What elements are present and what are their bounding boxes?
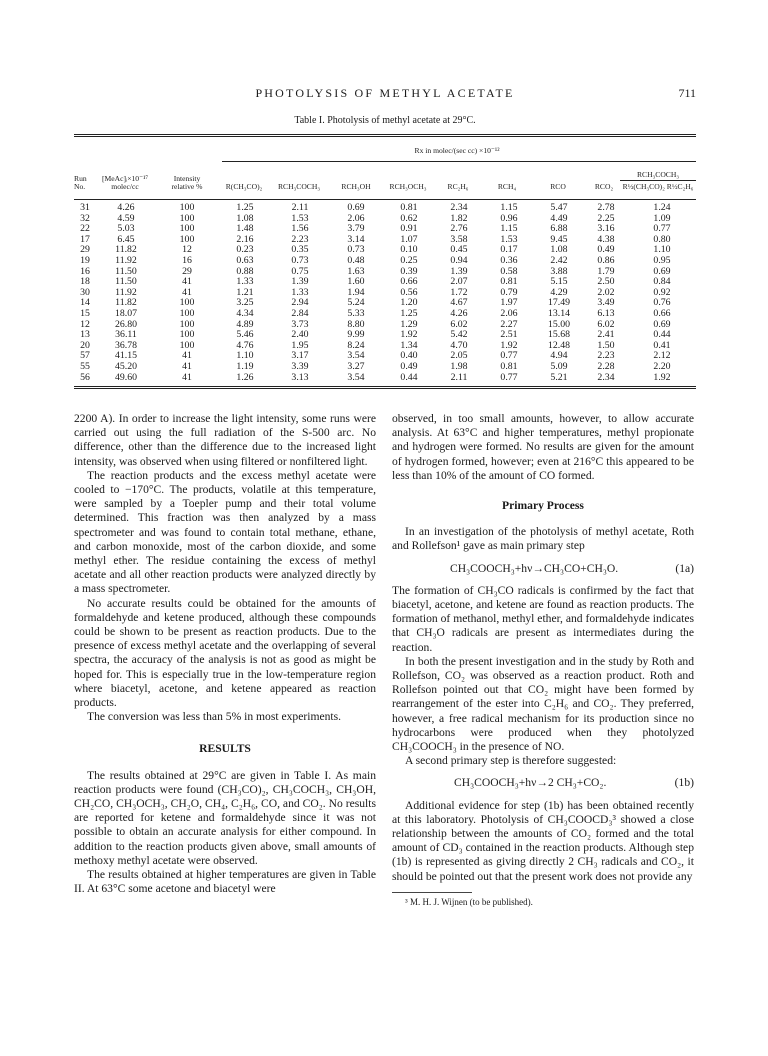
table-cell: 32	[80, 212, 90, 224]
table-cell: 2.78	[597, 202, 615, 213]
table-cell: 1.08	[236, 212, 254, 224]
table-cell: 2.34	[450, 202, 468, 213]
equation-text: CH₃COOCH₃+hν→CH₃CO+CH₃O.	[450, 561, 619, 575]
table-cell: 29	[80, 244, 90, 256]
table-cell: 14	[80, 297, 90, 309]
table-cell: 4.59	[117, 212, 135, 224]
table-cell: 1.29	[400, 318, 418, 330]
table-cell: 1.33	[236, 276, 254, 288]
paragraph: A second primary step is therefore suggested:	[405, 754, 617, 768]
table-cell: 41	[182, 371, 192, 383]
table-cell: 0.69	[347, 202, 365, 213]
table-cell: 11.92	[115, 254, 137, 266]
table-row	[74, 200, 696, 214]
table-cell: 5.15	[550, 276, 568, 288]
table-cell: 1.20	[400, 297, 418, 309]
table-cell: 41.15	[114, 350, 138, 362]
table-cell: 6.13	[597, 307, 615, 319]
table-cell: 0.63	[236, 254, 254, 266]
table-cell: 56	[80, 371, 90, 383]
table-cell: 1.72	[450, 286, 468, 298]
table-cell: 5.21	[550, 371, 568, 383]
table-cell: 8.80	[347, 318, 365, 330]
head-r-c2h4: RC₂H₆	[447, 182, 469, 191]
table-cell: 0.49	[400, 360, 418, 372]
table-cell: 2.11	[291, 202, 309, 213]
table-cell: 0.69	[653, 318, 671, 330]
table-cell: 18	[80, 276, 90, 288]
table-cell: 17.49	[547, 297, 571, 309]
equation-label: (1b)	[674, 776, 694, 790]
table-cell: 11.92	[115, 286, 137, 298]
units-bar	[222, 161, 696, 162]
table-cell: 2.02	[597, 286, 615, 298]
table-cell: 100	[179, 212, 195, 224]
table-caption: Table I. Photolysis of methyl acetate at 29°C.	[294, 115, 476, 126]
table-cell: 0.94	[450, 254, 468, 266]
equation-text: CH₃COOCH₃+hν→2 CH₃+CO₂.	[454, 776, 607, 790]
table-cell: 2.28	[597, 360, 615, 372]
table-cell: 1.56	[291, 223, 309, 235]
table-cell: 30	[80, 286, 90, 298]
table-cell: 2.06	[500, 307, 518, 319]
table-cell: 4.67	[450, 297, 468, 309]
table-cell: 1.15	[500, 223, 518, 235]
table-cell: 100	[179, 223, 195, 235]
table-cell: 1.94	[347, 286, 365, 298]
table-cell: 13.14	[547, 307, 571, 319]
table-cell: 15	[80, 307, 90, 319]
paragraph: In both the present investigation and in the study by Roth and Rollefson, CO₂ was observed as a reaction product. Roth and Rollefson pointed out that CO₂ might have been formed by rearrangement of the ester into C₂H₆ and CO₂. They preferred, however, a free radical mechanism for its production since no hydrocarbons were produced when they photolyzed CH₃COOCH₃ in the presence of NO.	[392, 654, 694, 754]
table-cell: 4.49	[550, 212, 568, 224]
table-cell: 8.24	[347, 339, 365, 351]
head-meac-1: [MeAc]ᵢ×10⁻¹⁷	[101, 174, 149, 183]
table-cell: 2.42	[550, 254, 568, 266]
table-cell: 2.07	[450, 276, 468, 288]
table-cell: 0.73	[291, 254, 309, 266]
right-column	[392, 412, 694, 908]
paragraph: Additional evidence for step (1b) has been obtained recently at this laboratory. Photolysis of CH₃COOCD₃³ showed a close relationship between the amounts of CO₂ formed and the total amount of CD₃ contained in the reaction products. Although step (1b) is represented as giving directly 2 CH₃ radicals and CO₂, it should be pointed out that the present work does not provide any	[392, 798, 694, 883]
table-cell: 0.41	[653, 339, 671, 351]
table-cell: 2.11	[450, 371, 468, 383]
table-cell: 0.81	[500, 360, 518, 372]
table-cell: 1.39	[450, 265, 468, 277]
table-cell: 0.84	[653, 276, 671, 288]
equation-1a	[392, 562, 694, 576]
table-cell: 2.51	[500, 329, 518, 341]
table-row	[74, 256, 696, 267]
table-cell: 45.20	[114, 360, 138, 372]
table-cell: 18.07	[114, 307, 138, 319]
table-cell: 0.75	[291, 265, 309, 277]
table-cell: 100	[179, 329, 195, 341]
left-column	[74, 412, 376, 897]
table-cell: 1.79	[597, 265, 615, 277]
table-cell: 2.84	[291, 307, 309, 319]
head-r-ch3co2: R(CH₃CO)₂	[225, 182, 263, 191]
table-cell: 16	[80, 265, 90, 277]
table-cell: 0.35	[291, 244, 309, 256]
table-cell: 0.10	[400, 244, 418, 256]
table-cell: 1.25	[400, 307, 418, 319]
table-cell: 0.44	[653, 329, 671, 341]
table-cell: 0.77	[653, 223, 671, 235]
units-heading: Rx in molec/(sec cc) ×10⁻¹²	[414, 146, 500, 155]
paragraph: The formation of CH₃CO radicals is confirmed by the fact that biacetyl, acetone, and ketene are found as reaction products. The formation of methanol, methyl ether, and formaldehyde indicates that CH₃O radicals are present as intermediates during the reaction.	[392, 583, 694, 654]
table-cell: 1.34	[400, 339, 418, 351]
table-cell: 20	[80, 339, 90, 351]
table-cell: 100	[179, 297, 195, 309]
page-header	[74, 86, 696, 102]
table-cell: 12	[182, 244, 192, 256]
table-cell: 5.47	[550, 202, 568, 213]
table-cell: 17	[80, 233, 90, 245]
table-cell: 0.79	[500, 286, 518, 298]
table-cell: 3.27	[347, 360, 365, 372]
table-cell: 0.80	[653, 233, 671, 245]
table-cell: 4.38	[597, 233, 615, 245]
table-cell: 26.80	[114, 318, 138, 330]
table-cell: 1.63	[347, 265, 365, 277]
table-cell: 1.24	[653, 202, 671, 213]
head-ratio-bottom: R½(CH₃CO)₂ R½C₂H₆	[622, 182, 694, 191]
table-cell: 0.81	[400, 202, 418, 213]
table-cell: 0.66	[653, 307, 671, 319]
ratio-bar	[620, 180, 696, 181]
equation-label: (1a)	[675, 561, 694, 575]
head-r-ch3coch3: RCH₃COCH₃	[277, 182, 321, 191]
table-row	[74, 373, 696, 387]
table-cell: 4.26	[117, 202, 135, 213]
table-cell: 2.34	[597, 371, 615, 383]
paragraph: No accurate results could be obtained for the amounts of formaldehyde and ketene produced, although these compounds could be shown to be present as reaction products. Due to the presence of excess methyl acetate and the overlapping of several spectra, the accuracy of the analysis is not as good as might be hoped for. This is especially true in the low-temperature region where biacetyl, acetone, and ketene appeared as reaction products.	[74, 596, 376, 710]
table-cell: 3.58	[450, 233, 468, 245]
head-r-co: RCO	[550, 182, 566, 191]
table-cell: 2.16	[236, 233, 254, 245]
table-cell: 49.60	[114, 371, 138, 383]
table-cell: 1.95	[291, 339, 309, 351]
table-cell: 0.88	[236, 265, 254, 277]
table-cell: 11.82	[115, 297, 137, 309]
table-cell: 0.58	[500, 265, 518, 277]
table-cell: 4.70	[450, 339, 468, 351]
table-cell: 3.13	[291, 371, 309, 383]
table-cell: 41	[182, 350, 192, 362]
table-cell: 2.40	[291, 329, 309, 341]
primary-process-heading: Primary Process	[502, 499, 584, 513]
table-cell: 1.10	[653, 244, 671, 256]
table-cell: 12.48	[547, 339, 571, 351]
page-number: 711	[678, 86, 696, 100]
table-cell: 1.50	[597, 339, 615, 351]
table-cell: 12	[80, 318, 90, 330]
table-cell: 4.76	[236, 339, 254, 351]
table-cell: 0.81	[500, 276, 518, 288]
table-cell: 2.76	[450, 223, 468, 235]
table-cell: 1.19	[236, 360, 254, 372]
table-cell: 0.92	[653, 286, 671, 298]
table-cell: 0.86	[597, 254, 615, 266]
table-cell: 2.23	[291, 233, 309, 245]
table-cell: 6.02	[450, 318, 468, 330]
table-cell: 3.14	[347, 233, 365, 245]
table-cell: 22	[80, 223, 90, 235]
table-cell: 1.82	[450, 212, 468, 224]
table-cell: 2.12	[653, 350, 671, 362]
table-cell: 9.45	[550, 233, 568, 245]
table-cell: 2.25	[597, 212, 615, 224]
head-ratio-top: RCH₃COCH₃	[636, 170, 680, 179]
table-cell: 31	[80, 202, 90, 213]
table-column-headers	[74, 137, 696, 199]
table-cell: 15.68	[547, 329, 571, 341]
paragraph: The conversion was less than 5% in most experiments.	[87, 710, 342, 724]
table-cell: 100	[179, 202, 195, 213]
table-cell: 0.77	[500, 371, 518, 383]
table-cell: 1.53	[291, 212, 309, 224]
table-cell: 3.25	[236, 297, 254, 309]
table-row	[74, 362, 696, 373]
table-cell: 0.17	[500, 244, 518, 256]
head-r-ch4: RCH₄	[497, 182, 517, 191]
table-cell: 100	[179, 233, 195, 245]
table-cell: 0.40	[400, 350, 418, 362]
table-cell: 0.39	[400, 265, 418, 277]
table-cell: 1.92	[653, 371, 671, 383]
table-cell: 41	[182, 286, 192, 298]
table-cell: 1.07	[400, 233, 418, 245]
table-cell: 3.54	[347, 371, 365, 383]
table-cell: 0.45	[450, 244, 468, 256]
table-cell: 0.36	[500, 254, 518, 266]
table-cell: 6.02	[597, 318, 615, 330]
head-intensity-2: relative %	[171, 182, 203, 191]
running-head: PHOTOLYSIS OF METHYL ACETATE	[255, 86, 515, 100]
table-cell: 0.44	[400, 371, 418, 383]
table-cell: 3.88	[550, 265, 568, 277]
table-cell: 0.23	[236, 244, 254, 256]
table-cell: 13	[80, 329, 90, 341]
table-cell: 0.66	[400, 276, 418, 288]
table-cell: 57	[80, 350, 90, 362]
table-cell: 6.88	[550, 223, 568, 235]
table-cell: 0.69	[653, 265, 671, 277]
table-cell: 41	[182, 276, 192, 288]
table-body	[74, 200, 696, 386]
table-cell: 1.15	[500, 202, 518, 213]
table-cell: 5.42	[450, 329, 468, 341]
table-cell: 5.46	[236, 329, 254, 341]
paragraph: The results obtained at higher temperatures are given in Table II. At 63°C some acetone and biacetyl were	[74, 868, 376, 896]
paragraph: observed, in too small amounts, however, to allow accurate analysis. At 63°C and higher temperatures, methyl propionate and hydrogen were formed. No results are given for the amount of hydrogen formed, however; even at 216°C this appeared to be less than 10% of the amount of CO formed.	[392, 412, 694, 482]
table-cell: 1.97	[500, 297, 518, 309]
footnote: ³ M. H. J. Wijnen (to be published).	[405, 896, 533, 907]
table-cell: 0.62	[400, 212, 418, 224]
table-cell: 0.95	[653, 254, 671, 266]
head-r-ch3oh: RCH₃OH	[341, 182, 371, 191]
table-cell: 3.49	[597, 297, 615, 309]
head-meac-2: molec/cc	[111, 182, 139, 191]
table-cell: 0.49	[597, 244, 615, 256]
table-cell: 0.77	[500, 350, 518, 362]
table-cell: 2.20	[653, 360, 671, 372]
table-cell: 5.24	[347, 297, 365, 309]
table-cell: 3.16	[597, 223, 615, 235]
table-cell: 3.17	[291, 350, 309, 362]
table-cell: 3.39	[291, 360, 309, 372]
table-cell: 2.27	[500, 318, 518, 330]
table-cell: 15.00	[547, 318, 571, 330]
table-cell: 0.73	[347, 244, 365, 256]
table-cell: 36.11	[115, 329, 137, 341]
head-r-co2: RCO₂	[594, 182, 614, 191]
table-cell: 1.10	[236, 350, 254, 362]
table-cell: 1.21	[236, 286, 254, 298]
table-cell: 1.39	[291, 276, 309, 288]
table-row	[74, 309, 696, 320]
table-cell: 100	[179, 318, 195, 330]
table-cell: 2.23	[597, 350, 615, 362]
table-cell: 1.25	[236, 202, 254, 213]
table-cell: 4.94	[550, 350, 568, 362]
table-cell: 0.25	[400, 254, 418, 266]
table-cell: 29	[182, 265, 192, 277]
table-cell: 1.26	[236, 371, 254, 383]
head-r-ch2och3: RCH₃OCH₃	[389, 182, 427, 191]
table-cell: 1.98	[450, 360, 468, 372]
table-cell: 2.94	[291, 297, 309, 309]
table-cell: 100	[179, 339, 195, 351]
paragraph: In an investigation of the photolysis of methyl acetate, Roth and Rollefson¹ gave as main primary step	[392, 525, 694, 553]
table-cell: 2.05	[450, 350, 468, 362]
table-cell: 1.92	[400, 329, 418, 341]
table-cell: 0.48	[347, 254, 365, 266]
results-heading: RESULTS	[199, 742, 251, 756]
table-cell: 41	[182, 360, 192, 372]
table-cell: 1.48	[236, 223, 254, 235]
table-cell: 11.50	[115, 276, 137, 288]
table-cell: 0.96	[500, 212, 518, 224]
table-cell: 55	[80, 360, 90, 372]
table-cell: 0.76	[653, 297, 671, 309]
table-cell: 0.91	[400, 223, 418, 235]
table-cell: 4.29	[550, 286, 568, 298]
table-cell: 100	[179, 307, 195, 319]
table-cell: 36.78	[114, 339, 138, 351]
table-cell: 11.50	[115, 265, 137, 277]
equation-1b	[392, 776, 694, 790]
table-cell: 19	[80, 254, 90, 266]
head-run-2: No.	[74, 182, 86, 191]
head-intensity-1: Intensity	[173, 174, 201, 183]
head-run-1: Run	[74, 174, 87, 183]
paragraph: 2200 A). In order to increase the light intensity, some runs were carried out using the full radiation of the S-500 arc. No difference, other than the difference due to the increased light intensity, was observed when using filtered or nonfiltered light.	[74, 412, 376, 468]
table-cell: 4.89	[236, 318, 254, 330]
table-cell: 1.60	[347, 276, 365, 288]
table-cell: 3.73	[291, 318, 309, 330]
data-table	[74, 134, 696, 389]
table-cell: 5.03	[117, 223, 135, 235]
table-cell: 3.54	[347, 350, 365, 362]
table-cell: 16	[182, 254, 192, 266]
table-cell: 2.06	[347, 212, 365, 224]
table-cell: 2.41	[597, 329, 615, 341]
table-cell: 4.34	[236, 307, 254, 319]
table-cell: 1.09	[653, 212, 671, 224]
table-cell: 1.53	[500, 233, 518, 245]
table-cell: 6.45	[117, 233, 135, 245]
table-cell: 4.26	[450, 307, 468, 319]
paragraph: The reaction products and the excess methyl acetate were cooled to −170°C. The products, volatile at this temperature, were sampled by a Toepler pump and their total volume determined. This fraction was then analyzed by a mass spectrometer and was found to contain total methane, ethane, and carbon monoxide, most of the carbon dioxide, and some methyl ether. The residue containing the excess of methyl acetate and all other reaction products were analyzed directly by a mass spectrometer.	[74, 468, 376, 596]
paragraph: The results obtained at 29°C are given in Table I. As main reaction products were found (CH₃CO)₂, CH₃COCH₃, CH₃OH, CH₂CO, CH₃OCH₃, CH₂O, CH₄, C₂H₆, CO, and CO₂. No results are reported for ketene and formaldehyde since it was not possible to obtain an accurate analysis for either compound. In addition to the reaction products given above, small amounts of methoxy methyl acetate were observed.	[74, 768, 376, 867]
table-cell: 0.56	[400, 286, 418, 298]
table-cell: 11.82	[115, 244, 137, 256]
table-cell: 9.99	[347, 329, 365, 341]
table-cell: 2.50	[597, 276, 615, 288]
table-bottom-rule	[74, 386, 696, 389]
table-cell: 1.33	[291, 286, 309, 298]
table-cell: 1.08	[550, 244, 568, 256]
footnote-rule	[392, 892, 472, 893]
table-cell: 1.92	[500, 339, 518, 351]
table-cell: 5.09	[550, 360, 568, 372]
table-cell: 3.79	[347, 223, 365, 235]
table-cell: 5.33	[347, 307, 365, 319]
